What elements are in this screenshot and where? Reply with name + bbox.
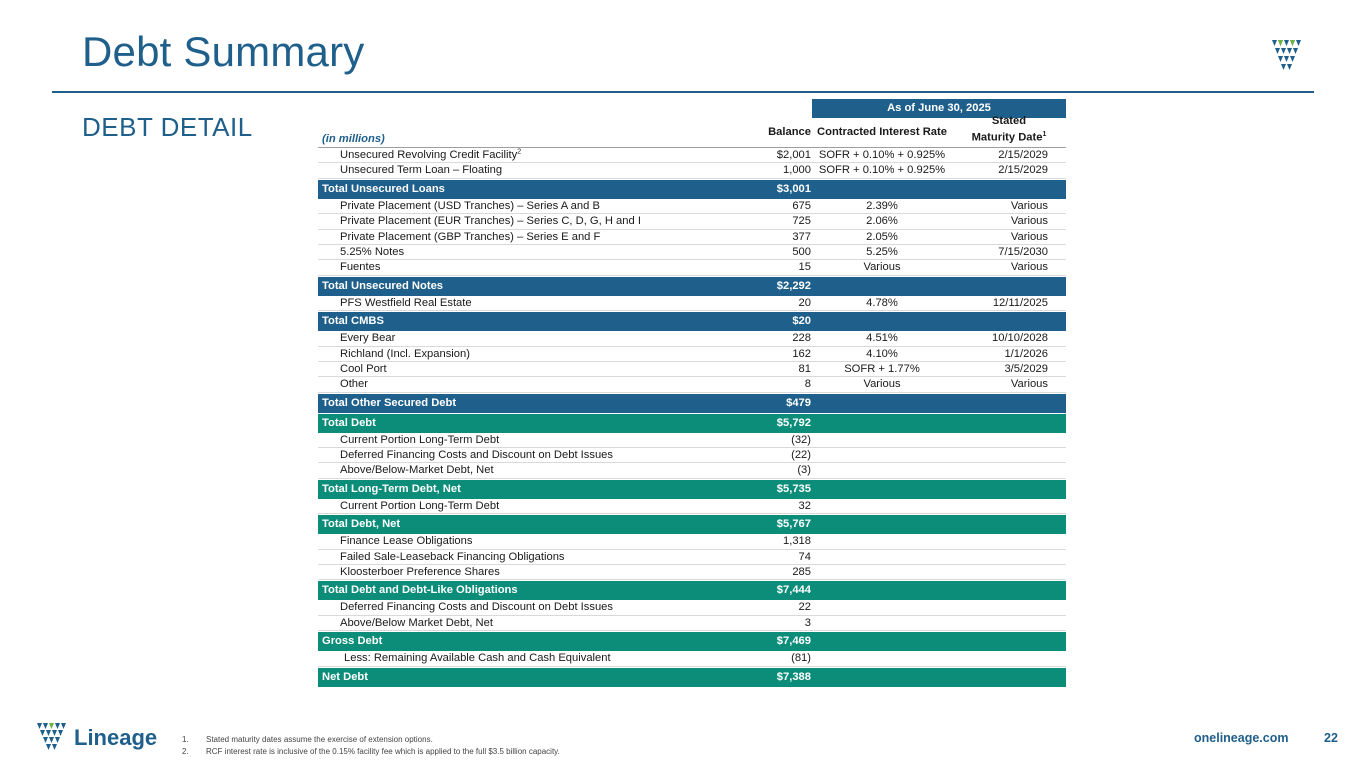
table-row: Finance Lease Obligations 1,318 bbox=[318, 534, 1066, 549]
table-row: Other 8 Various Various bbox=[318, 377, 1066, 392]
total-row: Total Unsecured Loans $3,001 bbox=[318, 180, 1066, 199]
total-row: Total Debt, Net $5,767 bbox=[318, 515, 1066, 534]
table-row: Fuentes 15 Various Various bbox=[318, 260, 1066, 275]
table-row: PFS Westfield Real Estate 20 4.78% 12/11/2025 bbox=[318, 296, 1066, 311]
footnote-2: 2. RCF interest rate is inclusive of the 0.15% facility fee which is applied to the full $3.5 billion capacity. bbox=[182, 746, 560, 756]
rate-header: Contracted Interest Rate bbox=[817, 126, 947, 138]
page-title: Debt Summary bbox=[82, 28, 365, 75]
lineage-mark-icon bbox=[1270, 38, 1304, 72]
table-row: Cool Port 81 SOFR + 1.77% 3/5/2029 bbox=[318, 362, 1066, 377]
lineage-logo bbox=[36, 722, 158, 757]
table-row: Deferred Financing Costs and Discount on Debt Issues 22 bbox=[318, 600, 1066, 615]
table-row: Above/Below-Market Debt, Net (3) bbox=[318, 463, 1066, 478]
table-body bbox=[318, 148, 1066, 687]
table-row: Less: Remaining Available Cash and Cash Equivalent (81) bbox=[318, 651, 1066, 666]
title-divider bbox=[52, 91, 1314, 93]
section-heading: DEBT DETAIL bbox=[82, 112, 253, 142]
table-row: Every Bear 228 4.51% 10/10/2028 bbox=[318, 331, 1066, 346]
total-row: Total Long-Term Debt, Net $5,735 bbox=[318, 480, 1066, 499]
brand-name: Lineage bbox=[74, 725, 158, 750]
total-row: Gross Debt $7,469 bbox=[318, 632, 1066, 651]
lineage-logo-icon bbox=[36, 722, 70, 752]
table-row: 5.25% Notes 500 5.25% 7/15/2030 bbox=[318, 245, 1066, 260]
footnotes bbox=[182, 734, 560, 757]
table-row: Kloosterboer Preference Shares 285 bbox=[318, 565, 1066, 580]
website-link[interactable]: onelineage.com bbox=[1194, 731, 1289, 745]
table-row: Private Placement (EUR Tranches) – Series C, D, G, H and I 725 2.06% Various bbox=[318, 214, 1066, 229]
balance-header: Balance bbox=[768, 126, 811, 138]
page-number: 22 bbox=[1324, 731, 1338, 745]
table-header bbox=[318, 115, 1066, 148]
table-row: Above/Below Market Debt, Net 3 bbox=[318, 616, 1066, 631]
as-of-header: As of June 30, 2025 bbox=[812, 99, 1066, 118]
table-row: Current Portion Long-Term Debt (32) bbox=[318, 433, 1066, 448]
table-row: Deferred Financing Costs and Discount on Debt Issues (22) bbox=[318, 448, 1066, 463]
table-row: Failed Sale-Leaseback Financing Obligations 74 bbox=[318, 550, 1066, 565]
total-row: Total Debt $5,792 bbox=[318, 414, 1066, 433]
maturity-header: Stated Maturity Date$^1$ bbox=[971, 115, 1047, 144]
total-row: Total Unsecured Notes $2,292 bbox=[318, 277, 1066, 296]
table-row: Private Placement (GBP Tranches) – Series E and F 377 2.05% Various bbox=[318, 230, 1066, 245]
total-row: Total CMBS $20 bbox=[318, 312, 1066, 331]
table-row: Private Placement (USD Tranches) – Series A and B 675 2.39% Various bbox=[318, 199, 1066, 214]
table-row: Current Portion Long-Term Debt 32 bbox=[318, 499, 1066, 514]
footnote-1: 1. Stated maturity dates assume the exercise of extension options. bbox=[182, 735, 433, 744]
table-row: Unsecured Revolving Credit Facility$^2$ $2,001 SOFR + 0.10% + 0.925% 2/15/2029 bbox=[318, 148, 1066, 163]
table-row: Richland (Incl. Expansion) 162 4.10% 1/1/2026 bbox=[318, 347, 1066, 362]
total-row: Total Debt and Debt-Like Obligations $7,444 bbox=[318, 581, 1066, 600]
units-label: (in millions) bbox=[322, 133, 385, 145]
total-row: Total Other Secured Debt $479 bbox=[318, 394, 1066, 413]
table-row: Unsecured Term Loan – Floating 1,000 SOFR + 0.10% + 0.925% 2/15/2029 bbox=[318, 163, 1066, 178]
total-row: Net Debt $7,388 bbox=[318, 668, 1066, 687]
